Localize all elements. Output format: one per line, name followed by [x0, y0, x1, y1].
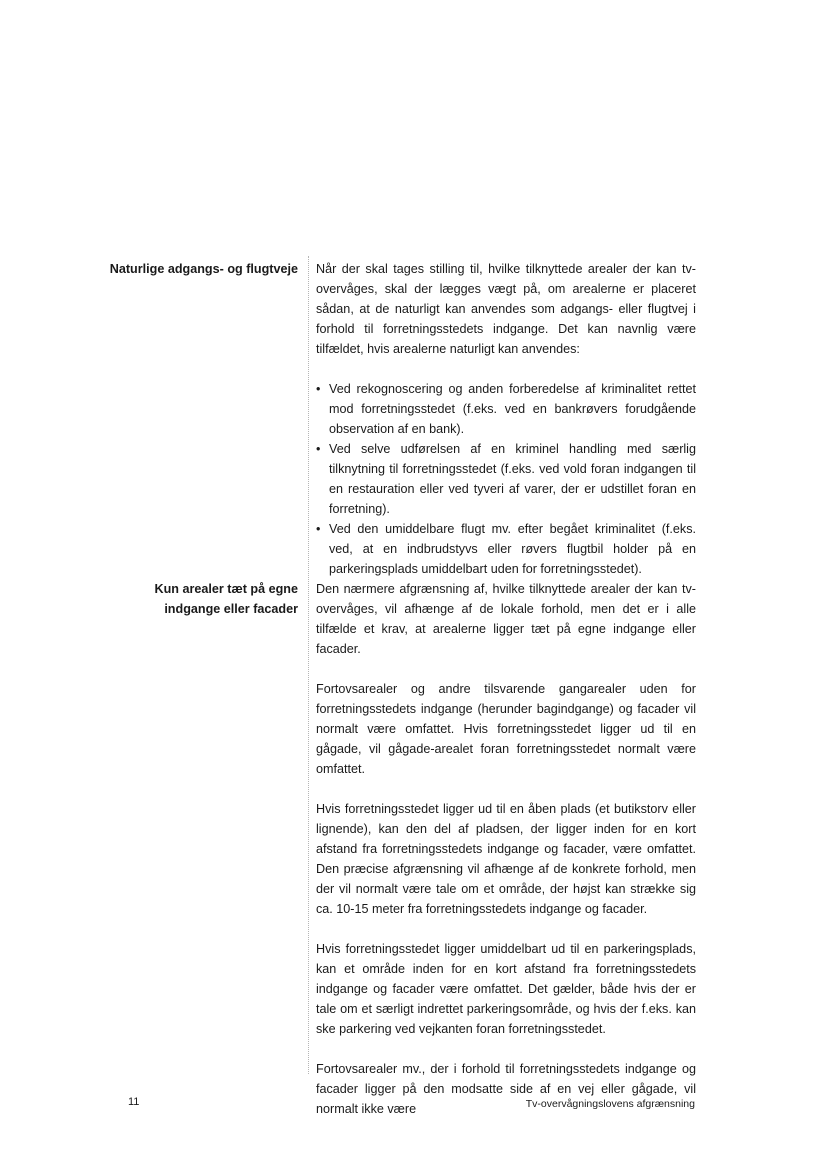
bullet-list [316, 379, 696, 579]
body-paragraph: Hvis forretningsstedet ligger ud til en åben plads (et butikstorv eller lignende), kan den del af pladsen, der ligger inden for en kort afstand fra forretningsstedets indgange og facader, være omfattet. Den præcise afgrænsning vil afhænge af de konkrete forhold, men der vil normalt være tale om et område, der højst kan strække sig ca. 10-15 meter fra forretningsstedets indgange og facader. [316, 802, 696, 916]
side-heading-line-1: Kun arealer tæt på egne [154, 582, 298, 596]
body-paragraph: Når der skal tages stilling til, hvilke tilknyttede arealer der kan tv-overvåges, skal der lægges vægt på, om arealerne er placeret sådan, at de naturligt kan anvendes som adgangs- eller flugtvej i forhold til forretningsstedets indgange. Det kan navnlig være tilfældet, hvis arealerne naturligt kan anvendes: [316, 262, 696, 356]
bullet-item-text: Ved rekognoscering og anden forberedelse af kriminalitet rettet mod forretningsstedet (f.eks. ved en bankrøvers forudgående observation af en bank). [329, 382, 696, 436]
side-heading-line-2: indgange eller facader [164, 602, 298, 616]
body-paragraph: Fortovsarealer og andre tilsvarende gangarealer uden for forretningsstedets indgange (herunder bagindgange) og facader vil normalt være omfattet. Hvis forretningsstedet ligger ud til en gågade, vil gågade-arealet foran forretningsstedet normalt være omfattet. [316, 682, 696, 776]
body-paragraph: Den nærmere afgrænsning af, hvilke tilknyttede arealer der kan tv-overvåges, vil afhænge af de lokale forhold, men det er i alle tilfælde et krav, at arealerne ligger tæt på egne indgange eller facader. [316, 582, 696, 656]
section-kun-arealer-taet-paa-egne-indgange [316, 579, 696, 1119]
page-number: 11 [128, 1096, 140, 1108]
side-heading-kun-arealer [155, 579, 298, 619]
running-footer-title: Tv-overvågningslovens afgrænsning [525, 1098, 695, 1110]
body-paragraph: Hvis forretningsstedet ligger umiddelbart ud til en parkeringsplads, kan et område inden for en kort afstand fra forretningsstedets indgange og facader være omfattet. Det gælder, både hvis der er tale om et særligt indrettet parkeringsområde, og hvis der f.eks. kan ske parkering ved vejkanten foran forretningsstedet. [316, 942, 696, 1036]
side-heading-naturlige-adgangs-og-flugtveje: Naturlige adgangs- og flugtveje [109, 262, 298, 276]
bullet-glyph: • [316, 442, 321, 456]
bullet-item-text: Ved selve udførelsen af en kriminel handling med særlig tilknytning til forretningsstedet (f.eks. ved vold foran indgangen til en restauration eller ved tyveri af varer, der er udstillet foran en forretning). [329, 442, 696, 516]
bullet-item [316, 379, 696, 439]
bullet-item [316, 519, 696, 579]
margin-dotted-rule [308, 256, 309, 1074]
section-naturlige-adgangs-og-flugtveje [316, 259, 696, 579]
body-paragraph: Fortovsarealer mv., der i forhold til forretningsstedets indgange og facader ligger på den modsatte side af en vej eller gågade, vil normalt ikke være [316, 1062, 696, 1116]
bullet-item [316, 439, 696, 519]
bullet-glyph: • [316, 522, 321, 536]
bullet-glyph: • [316, 382, 321, 396]
bullet-item-text: Ved den umiddelbare flugt mv. efter begået kriminalitet (f.eks. ved, at en indbrudstyvs eller røvers flugtbil holder på en parkeringsplads umiddelbart uden for forretningsstedet). [329, 522, 696, 576]
